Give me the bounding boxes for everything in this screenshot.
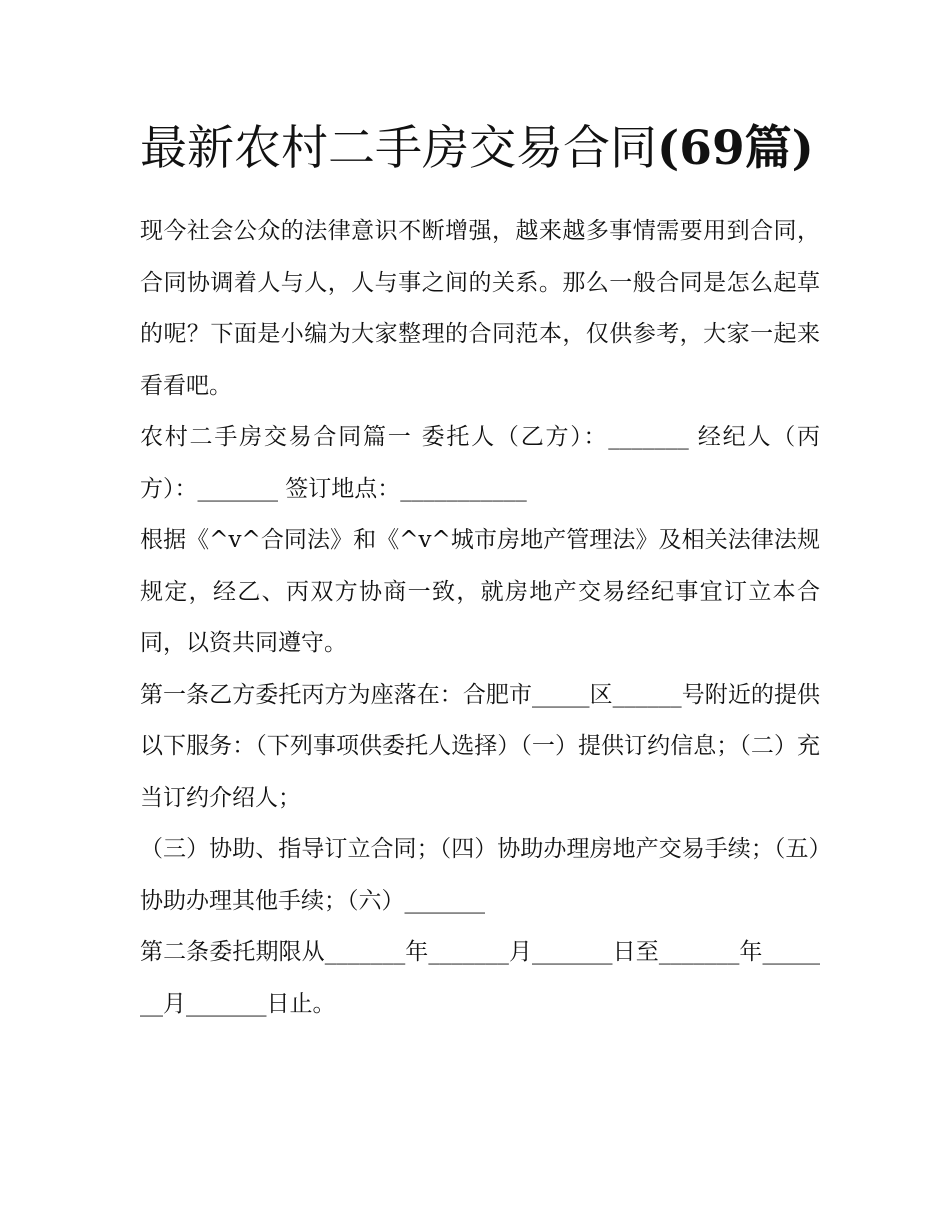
document-page: [140, 110, 820, 1030]
article-two-paragraph: 第二条委托期限从_______年_______月_______日至_______年_______月_______日止。: [140, 939, 820, 1017]
document-title: [140, 110, 820, 188]
title-tail: (69篇): [657, 121, 814, 176]
title-main: 最新农村二手房交易合同: [140, 121, 657, 176]
article-one-paragraph: 第一条乙方委托丙方为座落在：合肥市_____区______号附近的提供以下服务：（下列事项供委托人选择）（一）提供订约信息；（二）充当订约介绍人；: [140, 681, 820, 811]
legal-basis-paragraph: 根据《^v^合同法》和《^v^城市房地产管理法》及相关法律法规规定，经乙、丙双方协商一致，就房地产交易经纪事宜订立本合同，以资共同遵守。: [140, 527, 820, 656]
parties-paragraph: 农村二手房交易合同篇一 委托人（乙方）：_______ 经纪人（丙方）：_______ 签订地点：___________: [140, 424, 820, 502]
services-paragraph: （三）协助、指导订立合同；（四）协助办理房地产交易手续；（五）协助办理其他手续；（六）_______: [140, 836, 820, 914]
intro-paragraph: 现今社会公众的法律意识不断增强，越来越多事情需要用到合同，合同协调着人与人，人与事之间的关系。那么一般合同是怎么起草的呢？下面是小编为大家整理的合同范本，仅供参考，大家一起来看看吧。: [140, 218, 820, 399]
